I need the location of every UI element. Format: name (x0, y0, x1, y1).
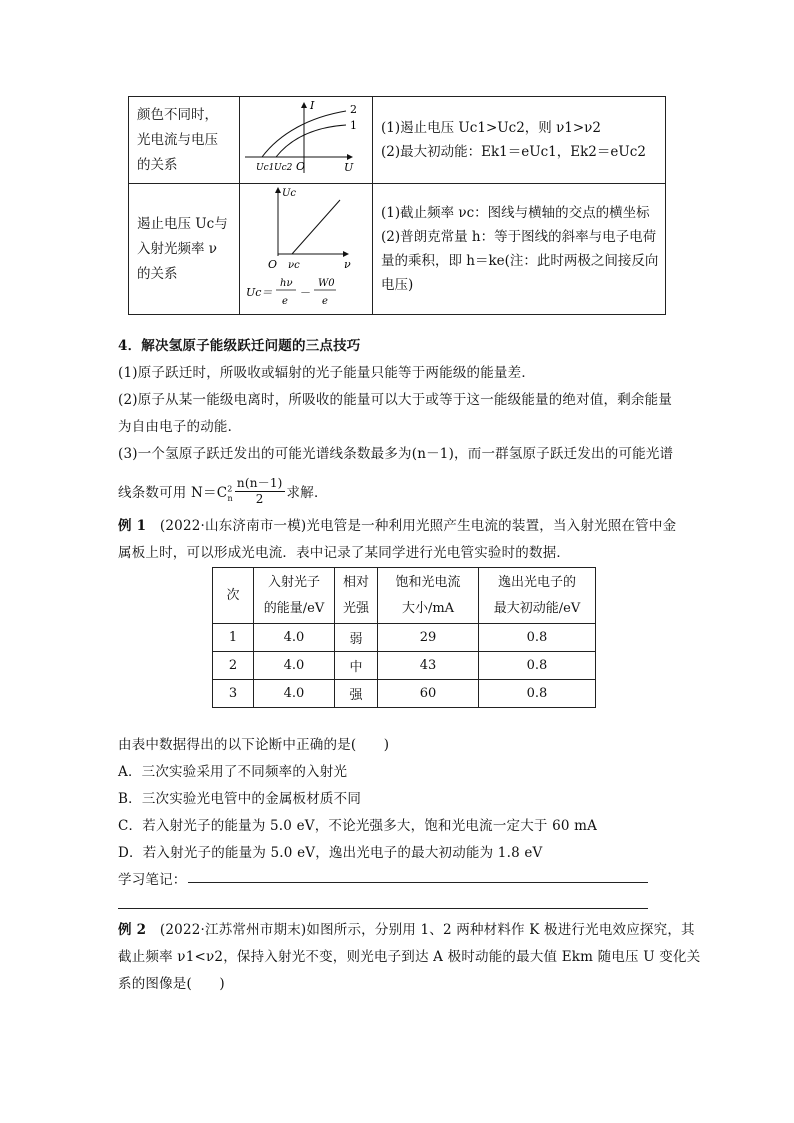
formula: Uc＝ (246, 286, 273, 299)
example1-text-b: 属板上时，可以形成光电流．表中记录了某同学进行光电管实验时的数据． (118, 545, 571, 561)
example2-text-c: 系的图像是( ) (118, 976, 225, 992)
svg-text:ν: ν (344, 258, 351, 271)
uc-line (292, 200, 340, 254)
section-4-title: 4．解决氢原子能级跃迁问题的三点技巧 (118, 338, 361, 354)
technique-3a: (3)一个氢原子跃迁发出的可能光谱线条数最多为(n－1)，而一群氢原子跃迁发出的可能光谱 (118, 446, 674, 462)
table-row: 3 4.0 强 60 0.8 (213, 680, 596, 708)
row1-explain: (1)遏止电压 Uc1>Uc2，则 ν1>ν2 (2)最大初动能：Ek1＝eUc1，Ek2＝eUc2 (373, 97, 666, 184)
notes-label: 学习笔记： (118, 872, 187, 888)
technique-2b: 为自由电子的动能． (118, 419, 242, 435)
svg-text:e: e (282, 296, 288, 307)
svg-text:2: 2 (350, 103, 357, 116)
svg-text:O: O (296, 160, 306, 173)
header-times: 次 (213, 568, 254, 624)
svg-text:νc: νc (288, 260, 300, 271)
example1-question: 由表中数据得出的以下论断中正确的是( ) (118, 737, 390, 753)
table-row: 2 4.0 中 43 0.8 (213, 652, 596, 680)
svg-text:－: － (300, 286, 311, 299)
svg-text:Uc2: Uc2 (274, 163, 293, 173)
row1-label: 颜色不同时， 光电流与电压 的关系 (129, 97, 240, 184)
example2-text-b: 截止频率 ν1<ν2，保持入射光不变，则光电子到达 A 极时动能的最大值 Ekm 随电压 U 变化关 (118, 949, 701, 965)
experiment-data-table (212, 567, 596, 708)
header-saturation-current: 饱和光电流 大小/mA (378, 568, 479, 624)
header-max-ke: 逸出光电子的 最大初动能/eV (479, 568, 596, 624)
uc-frequency-graph (240, 184, 373, 315)
svg-text:e: e (322, 296, 328, 307)
row2-explain: (1)截止频率 νc：图线与横轴的交点的横坐标 (2)普朗克常量 h：等于图线的斜率与电子电荷 量的乘积，即 h＝ke(注：此时两极之间接反向 电压) (373, 184, 666, 315)
option-b: B．三次实验光电管中的金属板材质不同 (118, 791, 362, 807)
example1-text-a: 例 1 (2022·山东济南市一模)光电管是一种利用光照产生电流的装置，当入射光照在管中金 (118, 518, 677, 534)
table-row: 1 4.0 弱 29 0.8 (213, 624, 596, 652)
relation-table (128, 96, 666, 315)
svg-text:O: O (268, 258, 278, 271)
row2-label: 遏止电压 Uc与 入射光频率 ν 的关系 (129, 184, 240, 315)
curve-1 (276, 125, 346, 157)
svg-text:Uc1: Uc1 (256, 163, 275, 173)
technique-3b: 线条数可用 $N=C^2_n$ $\frac{n(n-1)}{2}$ 求解． (118, 476, 328, 506)
notes-line-2 (118, 908, 648, 909)
option-d: D．若入射光子的能量为 5.0 eV，逸出光电子的最大初动能为 1.8 eV (118, 845, 543, 861)
example2-text-a: 例 2 (2022·江苏常州市期末)如图所示，分别用 1、2 两种材料作 K 极进行光电效应探究，其 (118, 922, 695, 938)
svg-text:1: 1 (350, 119, 357, 132)
notes-line-1 (188, 882, 648, 883)
technique-2a: (2)原子从某一能级电离时，所吸收的能量可以大于或等于这一能级能量的绝对值，剩余能量 (118, 392, 673, 408)
svg-text:I: I (310, 99, 315, 112)
option-c: C．若入射光子的能量为 5.0 eV，不论光强多大，饱和光电流一定大于 60 mA (118, 818, 598, 834)
header-intensity: 相对 光强 (335, 568, 378, 624)
option-a: A．三次实验采用了不同频率的入射光 (118, 764, 348, 780)
svg-text:Uc: Uc (282, 188, 297, 199)
header-photon-energy: 入射光子 的能量/eV (254, 568, 335, 624)
technique-1: (1)原子跃迁时，所吸收或辐射的光子能量只能等于两能级的能量差． (118, 365, 536, 381)
svg-text:W0: W0 (318, 278, 335, 289)
svg-text:U: U (344, 161, 354, 174)
svg-text:hν: hν (280, 278, 293, 289)
photocurrent-voltage-graph (240, 97, 373, 184)
